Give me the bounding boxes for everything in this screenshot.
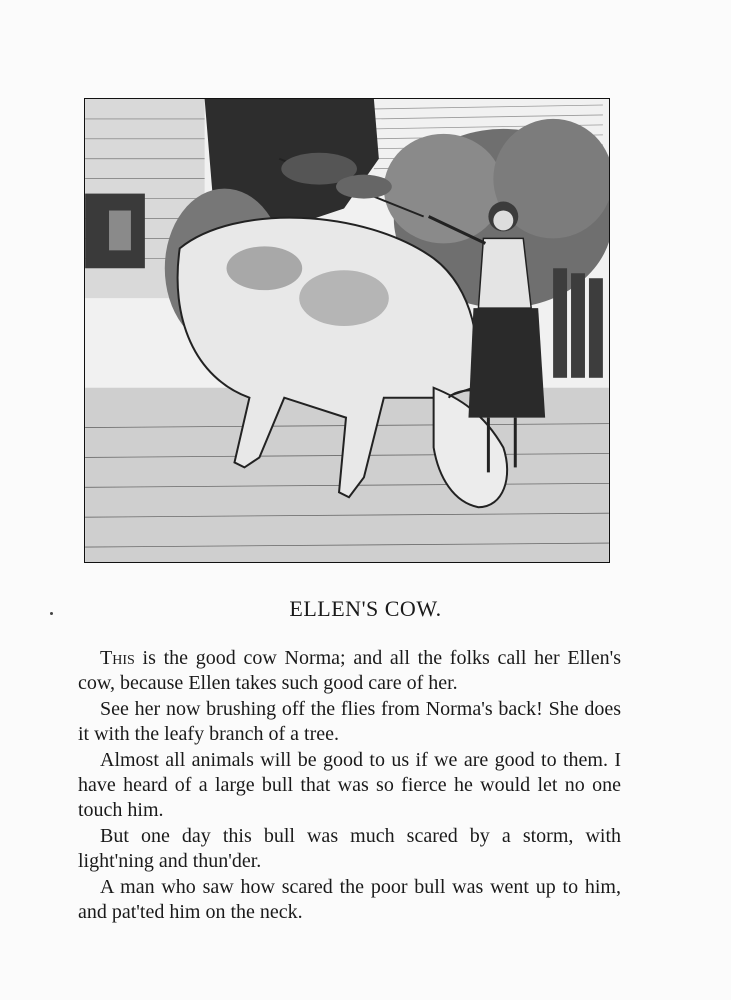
article-body: [78, 646, 621, 925]
paragraph-1-lead: This: [100, 647, 135, 669]
paragraph-4-text: But one day this bull was much scared by a storm, with light'ning and thun'der.: [78, 824, 621, 873]
paragraph-1-text: is the good cow Norma; and all the folks call her Ellen's cow, because Ellen takes such good care of her.: [78, 647, 621, 695]
article-title: ELLEN'S COW.: [289, 596, 442, 621]
paragraph-5-text: A man who saw how scared the poor bull was went up to him, and pat'ted him on the neck.: [78, 875, 621, 924]
paragraph-5: [78, 875, 621, 926]
paragraph-2: [78, 697, 621, 748]
engraving-image: [85, 99, 609, 562]
paragraph-3: [78, 748, 621, 824]
paragraph-4: [78, 824, 621, 875]
paragraph-3-text: Almost all animals will be good to us if we are good to them. I have heard of a large bull that was so fierce he would let no one touch him.: [78, 748, 621, 822]
cow-illustration: [84, 98, 610, 563]
paragraph-1: [78, 646, 621, 697]
paragraph-2-text: See her now brushing off the flies from Norma's back! She does it with the leafy branch of a tree.: [78, 697, 621, 746]
